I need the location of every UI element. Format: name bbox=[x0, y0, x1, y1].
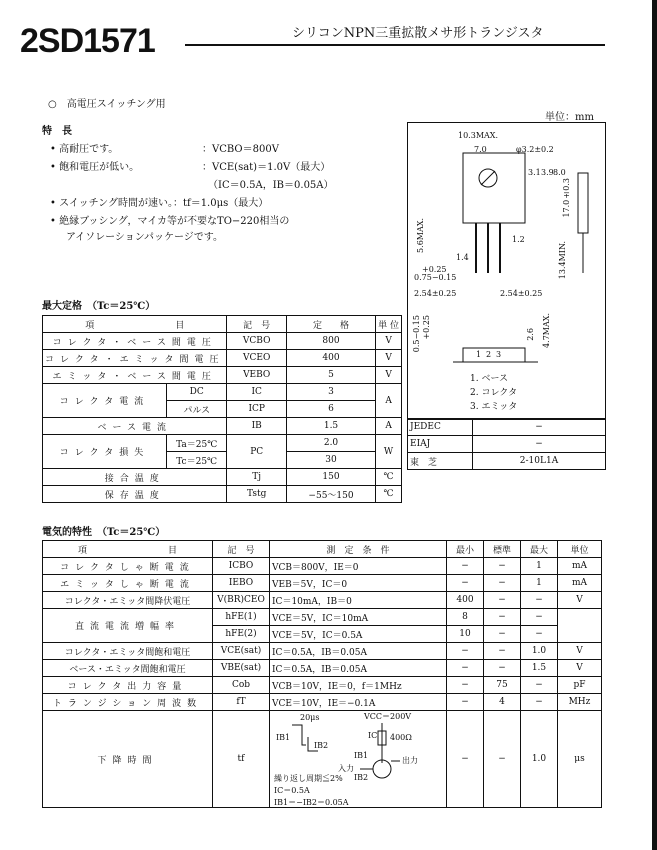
dim-label: 10.3MAX. bbox=[458, 131, 499, 140]
std-name: 東 芝 bbox=[408, 453, 473, 470]
table-header bbox=[43, 541, 602, 558]
symbol-cell: VCEO bbox=[227, 350, 286, 367]
symbol-cell: Cob bbox=[213, 677, 270, 694]
value-cell: 5 bbox=[286, 367, 375, 384]
min-cell: − bbox=[447, 711, 484, 808]
table-row bbox=[43, 435, 402, 452]
value-cell: 150 bbox=[286, 469, 375, 486]
sub-cell: DC bbox=[166, 384, 227, 401]
header-cell: 記 号 bbox=[227, 316, 286, 333]
max-cell: 1 bbox=[521, 575, 558, 592]
min-cell: − bbox=[447, 558, 484, 575]
header-text: 項 bbox=[77, 545, 87, 556]
header-text: 目 bbox=[175, 320, 185, 331]
dim-label: +0.25 bbox=[422, 265, 447, 274]
symbol-cell: hFE(1) bbox=[213, 609, 270, 626]
item-cell: 接合温度 bbox=[43, 469, 227, 486]
header-rule bbox=[185, 44, 605, 46]
table-row bbox=[43, 694, 602, 711]
unit-cell: mA bbox=[558, 558, 602, 575]
dim-label: 7.0 bbox=[474, 145, 487, 154]
dim-label: 2.54±0.25 bbox=[414, 289, 457, 298]
min-cell: − bbox=[447, 575, 484, 592]
feature-item: • 絶縁ブッシング，マイカ等が不要なTO−220相当の bbox=[50, 216, 290, 227]
typ-cell: − bbox=[484, 711, 521, 808]
header-cell: 標準 bbox=[484, 541, 521, 558]
typ-cell: − bbox=[484, 643, 521, 660]
table-row bbox=[43, 643, 602, 660]
table-row bbox=[43, 711, 602, 808]
item-cell: ベース・エミッタ間飽和電圧 bbox=[43, 660, 213, 677]
application-line bbox=[48, 95, 166, 110]
dim-label: 0.75−0.15 bbox=[414, 273, 457, 282]
item-cell: 下降時間 bbox=[43, 711, 213, 808]
cond-cell: IC＝10mA，IB＝0 bbox=[270, 592, 447, 609]
unit-cell: MHz bbox=[558, 694, 602, 711]
sub-cell: Ta＝25℃ bbox=[166, 435, 227, 452]
value-cell: 6 bbox=[286, 401, 375, 418]
max-cell: − bbox=[521, 609, 558, 626]
cond-cell: VCE＝5V，IC＝10mA bbox=[270, 609, 447, 626]
input-label: 入力 bbox=[338, 764, 354, 773]
value-cell: −55〜150 bbox=[286, 486, 375, 503]
min-cell: 10 bbox=[447, 626, 484, 643]
pin-legend: 3. エミッタ bbox=[470, 402, 518, 412]
item-cell: エミッタ・ベース間電圧 bbox=[43, 367, 227, 384]
unit-cell bbox=[558, 609, 602, 643]
value-cell: 30 bbox=[286, 452, 375, 469]
item-cell: コレクタ電流 bbox=[43, 384, 167, 418]
feature-item: • 飽和電圧が低い。 bbox=[50, 162, 140, 173]
table-row bbox=[43, 418, 402, 435]
header-cell bbox=[43, 316, 227, 333]
min-cell: − bbox=[447, 677, 484, 694]
part-number: 2SD1571 bbox=[20, 22, 155, 60]
symbol-cell: hFE(2) bbox=[213, 626, 270, 643]
symbol-cell: IB bbox=[227, 418, 286, 435]
scan-edge bbox=[652, 0, 657, 850]
test-circuit-cell bbox=[270, 711, 447, 808]
symbol-cell: VBE(sat) bbox=[213, 660, 270, 677]
item-cell: コレクタ・エミッタ間降伏電圧 bbox=[43, 592, 213, 609]
table-row bbox=[408, 453, 606, 470]
symbol-cell: ICP bbox=[227, 401, 286, 418]
table-row bbox=[43, 558, 602, 575]
ib1-label: IB1 bbox=[276, 733, 291, 742]
table-row bbox=[43, 592, 602, 609]
item-cell: 保存温度 bbox=[43, 486, 227, 503]
pin-number: 1 bbox=[476, 350, 482, 359]
value-cell: 400 bbox=[286, 350, 375, 367]
symbol-cell: fT bbox=[213, 694, 270, 711]
value-cell: 1.5 bbox=[286, 418, 375, 435]
header-cell: 測 定 条 件 bbox=[270, 541, 447, 558]
feature-text: 飽和電圧が低い。 bbox=[59, 162, 140, 173]
max-cell: − bbox=[521, 626, 558, 643]
feature-item bbox=[66, 228, 223, 243]
unit-cell: A bbox=[376, 384, 402, 418]
header-text: 目 bbox=[168, 545, 178, 556]
table-row bbox=[408, 419, 606, 436]
max-cell: 1 bbox=[521, 558, 558, 575]
item-cell: コレクタ出力容量 bbox=[43, 677, 213, 694]
feature-text: 絶縁ブッシング，マイカ等が不要なTO−220相当の bbox=[59, 216, 290, 227]
typ-cell: − bbox=[484, 660, 521, 677]
typ-cell: − bbox=[484, 626, 521, 643]
dim-label: 17.0±0.3 bbox=[562, 178, 571, 218]
dim-label: 3.9 bbox=[541, 168, 554, 177]
dim-label: φ3.2±0.2 bbox=[516, 145, 554, 154]
cond-cell: VCE＝5V，IC＝0.5A bbox=[270, 626, 447, 643]
test-circuit bbox=[272, 711, 442, 807]
cond-cell: IC＝0.5A，IB＝0.05A bbox=[270, 660, 447, 677]
condition-line: 繰り返し周期≦2% bbox=[274, 774, 343, 783]
symbol-cell: IC bbox=[227, 384, 286, 401]
unit-cell: V bbox=[558, 660, 602, 677]
elec-title: 電気的特性 （Tc＝25℃） bbox=[42, 527, 166, 538]
typ-cell: 75 bbox=[484, 677, 521, 694]
dim-label: 5.6MAX. bbox=[416, 218, 425, 253]
unit-cell: V bbox=[558, 592, 602, 609]
symbol-cell: VCE(sat) bbox=[213, 643, 270, 660]
feature-item: • 高耐圧です。 bbox=[50, 144, 119, 155]
item-cell: コレクタ損失 bbox=[43, 435, 167, 469]
header-cell: 定 格 bbox=[286, 316, 375, 333]
features-title: 特 長 bbox=[42, 126, 72, 137]
dim-label: 1.4 bbox=[456, 253, 469, 262]
unit-cell: V bbox=[558, 643, 602, 660]
ic-label: IC bbox=[368, 731, 378, 740]
max-ratings-table bbox=[42, 315, 402, 503]
std-name: JEDEC bbox=[408, 419, 473, 436]
max-ratings-title: 最大定格 （Tc＝25℃） bbox=[42, 301, 156, 312]
typ-cell: − bbox=[484, 558, 521, 575]
table-row bbox=[43, 469, 402, 486]
condition-line: IB1＝−IB2＝0.05A bbox=[274, 798, 349, 807]
cond-cell: VCB＝800V，IE＝0 bbox=[270, 558, 447, 575]
dim-label: 2.6 bbox=[526, 328, 535, 341]
ib2-label: IB2 bbox=[314, 741, 329, 750]
unit-cell: W bbox=[376, 435, 402, 469]
value-cell: 2.0 bbox=[286, 435, 375, 452]
header-cell: 単位 bbox=[558, 541, 602, 558]
unit-cell: μs bbox=[558, 711, 602, 808]
unit-cell: V bbox=[376, 350, 402, 367]
header-text: 項 bbox=[85, 320, 95, 331]
sub-cell: Tc＝25℃ bbox=[166, 452, 227, 469]
max-cell: − bbox=[521, 592, 558, 609]
table-row bbox=[43, 333, 402, 350]
symbol-cell: Tj bbox=[227, 469, 286, 486]
table-row bbox=[43, 350, 402, 367]
header-cell bbox=[43, 541, 213, 558]
vcc-label: VCC＝200V bbox=[364, 712, 412, 721]
item-cell: コレクタ・ベース間電圧 bbox=[43, 333, 227, 350]
dim-label: 3.1 bbox=[528, 168, 541, 177]
symbol-cell: ICBO bbox=[213, 558, 270, 575]
header-cell: 最小 bbox=[447, 541, 484, 558]
value-cell: 3 bbox=[286, 384, 375, 401]
min-cell: − bbox=[447, 694, 484, 711]
symbol-cell: PC bbox=[227, 435, 286, 469]
max-cell: − bbox=[521, 677, 558, 694]
typ-cell: − bbox=[484, 609, 521, 626]
ib1-base-label: IB1 bbox=[354, 751, 369, 760]
dim-label: 0.5−0.15 bbox=[412, 315, 421, 353]
elec-table bbox=[42, 540, 602, 808]
item-cell: コレクタしゃ断電流 bbox=[43, 558, 213, 575]
item-cell: エミッタしゃ断電流 bbox=[43, 575, 213, 592]
table-row bbox=[43, 486, 402, 503]
dim-label: 4.7MAX. bbox=[542, 313, 551, 348]
symbol-cell: Tstg bbox=[227, 486, 286, 503]
table-row bbox=[43, 575, 602, 592]
header-cell: 単 位 bbox=[376, 316, 402, 333]
condition-line: IC＝0.5A bbox=[274, 786, 310, 795]
std-value: 2-10L1A bbox=[473, 453, 606, 470]
feature-text: アイソレーションパッケージです。 bbox=[66, 232, 223, 243]
max-cell: − bbox=[521, 694, 558, 711]
table-row bbox=[43, 660, 602, 677]
unit-cell: ℃ bbox=[376, 486, 402, 503]
table-row bbox=[43, 609, 602, 626]
symbol-cell: tf bbox=[213, 711, 270, 808]
table-row bbox=[408, 436, 606, 453]
application-text: 高電圧スイッチング用 bbox=[66, 99, 166, 110]
symbol-cell: IEBO bbox=[213, 575, 270, 592]
feature-param: ：VCBO＝800V bbox=[202, 144, 279, 155]
unit-cell: pF bbox=[558, 677, 602, 694]
package-standards-table bbox=[407, 418, 606, 470]
typ-cell: − bbox=[484, 592, 521, 609]
std-name: EIAJ bbox=[408, 436, 473, 453]
feature-item: • スイッチング時間が速い。：tf＝1.0μs（最大） bbox=[50, 198, 269, 209]
dim-label: 13.4MIN. bbox=[558, 241, 567, 280]
std-value: − bbox=[473, 436, 606, 453]
sub-cell: パルス bbox=[166, 401, 227, 418]
feature-text: 高耐圧です。 bbox=[59, 144, 119, 155]
symbol-cell: V(BR)CEO bbox=[213, 592, 270, 609]
symbol-cell: VEBO bbox=[227, 367, 286, 384]
table-row bbox=[43, 384, 402, 401]
cond-cell: IC＝0.5A，IB＝0.05A bbox=[270, 643, 447, 660]
item-cell: ベース電流 bbox=[43, 418, 227, 435]
dim-label: 2.54±0.25 bbox=[500, 289, 543, 298]
feature-param: （IC＝0.5A，IB＝0.05A） bbox=[208, 180, 334, 191]
unit-cell: ℃ bbox=[376, 469, 402, 486]
item-cell: トランジション周波数 bbox=[43, 694, 213, 711]
std-value: − bbox=[473, 419, 606, 436]
dim-label: +0.25 bbox=[422, 315, 431, 340]
unit-label: 単位：mm bbox=[545, 112, 594, 123]
device-type: シリコンNPN三重拡散メサ形トランジスタ bbox=[292, 26, 544, 41]
ib2-base-label: IB2 bbox=[354, 773, 369, 782]
unit-cell: mA bbox=[558, 575, 602, 592]
pin-number: 3 bbox=[496, 350, 502, 359]
table-row bbox=[43, 677, 602, 694]
package-drawing bbox=[407, 122, 606, 420]
dim-label: 8.0 bbox=[553, 168, 566, 177]
pin-number: 2 bbox=[486, 350, 492, 359]
table-row bbox=[43, 367, 402, 384]
item-cell: 直流電流増幅率 bbox=[43, 609, 213, 643]
pin-legend: 2. コレクタ bbox=[470, 388, 518, 398]
feature-text: スイッチング時間が速い。：tf＝1.0μs（最大） bbox=[59, 198, 269, 209]
unit-cell: V bbox=[376, 367, 402, 384]
header-cell: 最大 bbox=[521, 541, 558, 558]
pulse-width: 20μs bbox=[300, 713, 320, 722]
resistor-label: 400Ω bbox=[390, 733, 412, 742]
dim-label: 1.2 bbox=[512, 235, 525, 244]
typ-cell: − bbox=[484, 575, 521, 592]
min-cell: 400 bbox=[447, 592, 484, 609]
max-cell: 1.0 bbox=[521, 643, 558, 660]
output-label: 出力 bbox=[402, 756, 418, 765]
pin-legend: 1. ベース bbox=[470, 374, 508, 384]
unit-cell: V bbox=[376, 333, 402, 350]
cond-cell: VEB＝5V，IC＝0 bbox=[270, 575, 447, 592]
typ-cell: 4 bbox=[484, 694, 521, 711]
cond-cell: VCB＝10V，IE＝0，f＝1MHz bbox=[270, 677, 447, 694]
item-cell: コレクタ・エミッタ間飽和電圧 bbox=[43, 643, 213, 660]
unit-cell: A bbox=[376, 418, 402, 435]
feature-param: ：VCE(sat)＝1.0V（最大） bbox=[202, 162, 331, 173]
cond-cell: VCE＝10V，IE＝−0.1A bbox=[270, 694, 447, 711]
table-header bbox=[43, 316, 402, 333]
value-cell: 800 bbox=[286, 333, 375, 350]
item-cell: コレクタ・エミッタ間電圧 bbox=[43, 350, 227, 367]
min-cell: − bbox=[447, 660, 484, 677]
header-cell: 記 号 bbox=[213, 541, 270, 558]
min-cell: 8 bbox=[447, 609, 484, 626]
max-cell: 1.5 bbox=[521, 660, 558, 677]
min-cell: − bbox=[447, 643, 484, 660]
symbol-cell: VCBO bbox=[227, 333, 286, 350]
bullet-circle-icon: ○ bbox=[48, 99, 67, 110]
max-cell: 1.0 bbox=[521, 711, 558, 808]
